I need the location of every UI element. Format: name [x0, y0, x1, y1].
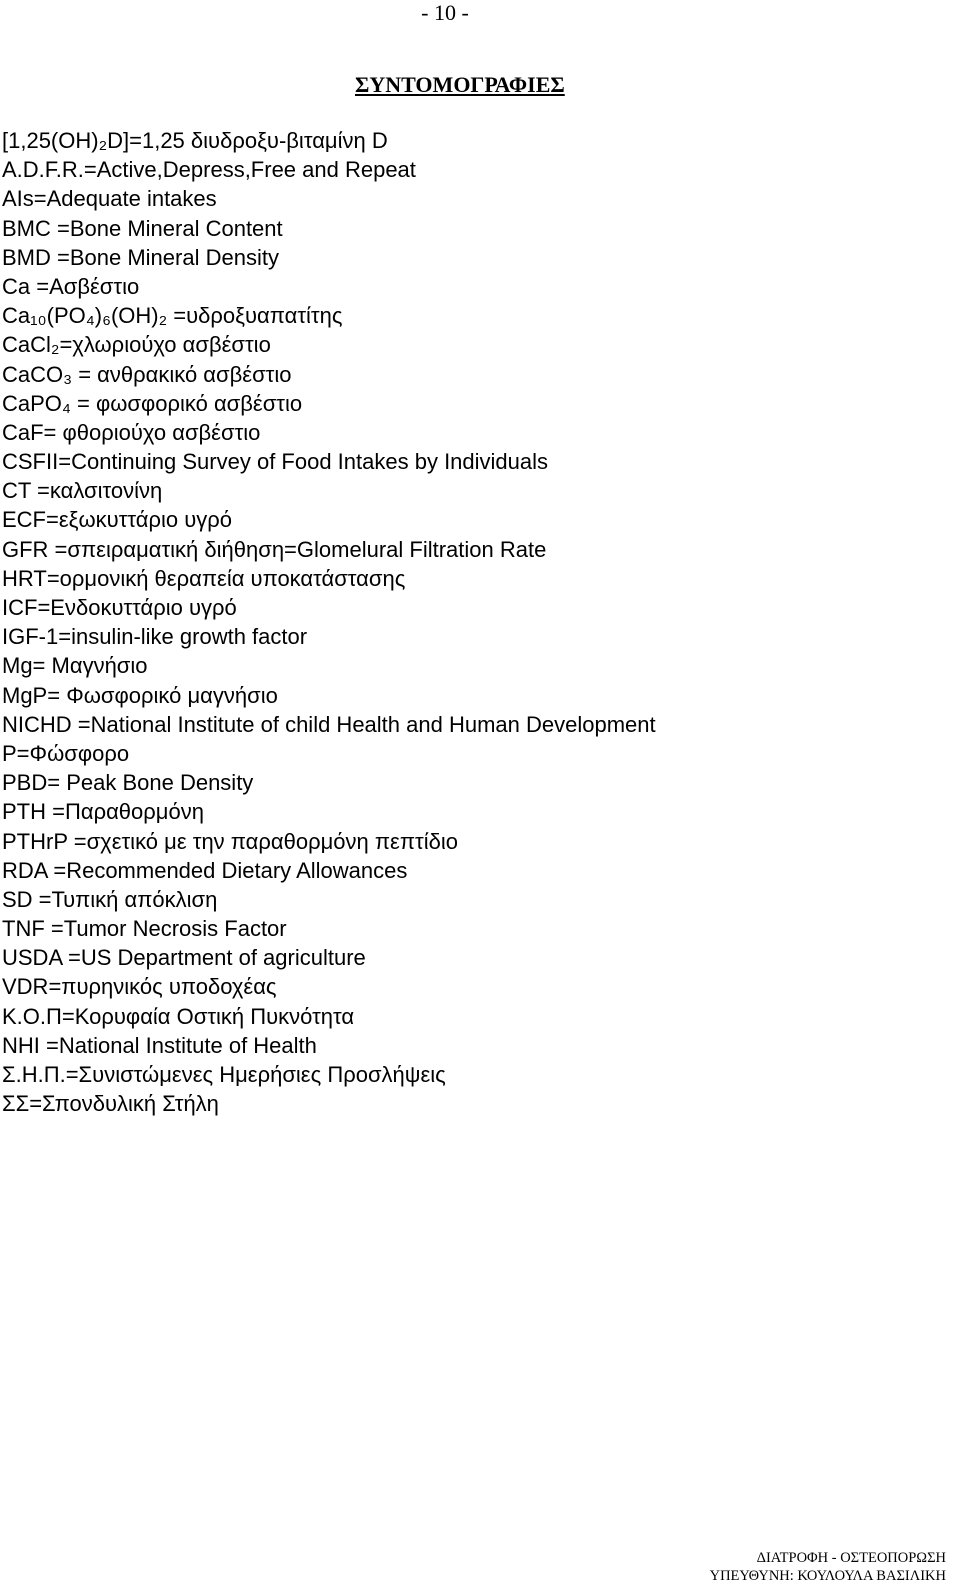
section-title: ΣΥΝΤΟΜΟΓΡΑΦΙΕΣ	[355, 72, 565, 97]
abbreviation-item: BMD =Bone Mineral Density	[2, 244, 279, 270]
abbreviation-item: VDR=πυρηνικός υποδοχέας	[2, 974, 277, 1000]
abbreviation-item: PTHrP =σχετικό με την παραθορμόνη πεπτίδιο	[2, 828, 458, 854]
abbreviation-item: SD =Τυπική απόκλιση	[2, 886, 218, 912]
footer-course-title: ΔΙΑΤΡΟΦΗ - ΟΣΤΕΟΠΟΡΩΣΗ	[756, 1550, 946, 1566]
abbreviation-item: CaF= φθοριούχο ασβέστιο	[2, 419, 261, 445]
abbreviation-item: AIs=Adequate intakes	[2, 186, 217, 212]
abbreviation-item: GFR =σπειραματική διήθηση=Glomelural Filtration Rate	[2, 536, 547, 562]
abbreviation-item: ICF=Ενδοκυττάριο υγρό	[2, 595, 237, 620]
abbreviation-item: USDA =US Department of agriculture	[2, 945, 366, 971]
abbreviation-item: BMC =Bone Mineral Content	[2, 215, 283, 241]
abbreviation-item: TNF =Tumor Necrosis Factor	[2, 916, 287, 942]
abbreviation-list	[2, 126, 656, 1118]
abbreviation-item: Σ.Η.Π.=Συνιστώμενες Ημερήσιες Προσλήψεις	[2, 1062, 446, 1087]
abbreviation-item: CaCl₂=χλωριούχο ασβέστιο	[2, 332, 271, 358]
abbreviation-item: RDA =Recommended Dietary Allowances	[2, 857, 408, 883]
abbreviation-item: CSFII=Continuing Survey of Food Intakes by Individuals	[2, 449, 549, 475]
abbreviation-item: IGF-1=insulin-like growth factor	[2, 624, 308, 650]
abbreviation-item: HRT=ορμονική θεραπεία υποκατάστασης	[2, 565, 406, 591]
abbreviation-item: MgP= Φωσφορικό μαγνήσιο	[2, 682, 278, 708]
abbreviation-item: CT =καλσιτονίνη	[2, 478, 163, 504]
abbreviation-item: PTH =Παραθορμόνη	[2, 799, 204, 825]
abbreviation-item: PBD= Peak Bone Density	[2, 770, 254, 796]
abbreviation-item: NICHD =National Institute of child Health and Human Development	[2, 711, 656, 737]
abbreviation-item: P=Φώσφορο	[2, 740, 130, 766]
abbreviation-item: CaCO₃ = ανθρακικό ασβέστιο	[2, 361, 292, 387]
abbreviation-item: CaPO₄ = φωσφορικό ασβέστιο	[2, 390, 303, 416]
page-number: - 10 -	[421, 0, 469, 25]
abbreviation-item: NHI =National Institute of Health	[2, 1032, 317, 1058]
footer-author: ΥΠΕΥΘΥΝΗ: ΚΟΥΛΟΥΛΑ ΒΑΣΙΛΙΚΗ	[709, 1568, 946, 1584]
abbreviation-item: ΣΣ=Σπονδυλική Στήλη	[2, 1091, 219, 1117]
abbreviation-item: Ca =Ασβέστιο	[2, 273, 140, 299]
abbreviation-item: ECF=εξωκυττάριο υγρό	[2, 507, 233, 533]
abbreviation-item: [1,25(OH)₂D]=1,25 διυδροξυ-βιταμίνη D	[2, 128, 388, 153]
abbreviation-item: Mg= Μαγνήσιο	[2, 653, 148, 679]
page-footer	[710, 1549, 946, 1585]
abbreviation-item: Κ.Ο.Π=Κορυφαία Οστική Πυκνότητα	[2, 1003, 355, 1029]
abbreviation-item: A.D.F.R.=Active,Depress,Free and Repeat	[2, 157, 416, 183]
abbreviation-item: Ca₁₀(PO₄)₆(OH)₂ =υδροξυαπατίτης	[2, 303, 343, 329]
